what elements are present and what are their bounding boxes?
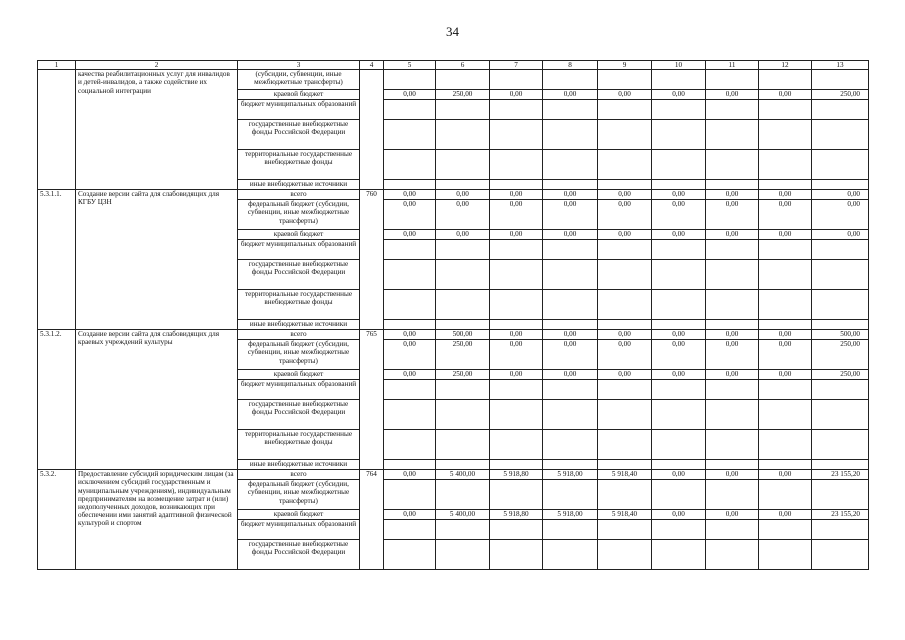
value-cell (384, 260, 436, 290)
column-number-11: 11 (706, 61, 759, 70)
item-name: Создание версии сайта для слабовидящих для краевых учреждений культуры (76, 330, 238, 470)
value-cell (436, 180, 490, 190)
item-name: Предоставление субсидий юридическим лицам (за исключением субсидий государственным и муниципальным учреждениям), индивидуальным предпринимателям на возмещение затрат и (или) недополученных доходов, возникающих при обеспечении ими занятий адаптивной физической культурой и спортом (76, 470, 238, 570)
column-number-row (38, 61, 869, 70)
value-cell (436, 520, 490, 540)
value-cell (598, 320, 652, 330)
column-number-1: 1 (38, 61, 76, 70)
funding-source: территориальные государственные внебюджетные фонды (238, 150, 360, 180)
value-cell (706, 100, 759, 120)
column-number-2: 2 (76, 61, 238, 70)
value-cell (812, 260, 869, 290)
value-cell (759, 180, 812, 190)
value-cell: 0,00 (652, 200, 706, 230)
funding-source: территориальные государственные внебюджетные фонды (238, 430, 360, 460)
value-cell (598, 430, 652, 460)
value-cell: 0,00 (706, 90, 759, 100)
value-cell: 5 400,00 (436, 510, 490, 520)
value-cell (652, 70, 706, 90)
value-cell: 0,00 (652, 510, 706, 520)
value-cell (436, 480, 490, 510)
value-cell (706, 240, 759, 260)
funding-source: государственные внебюджетные фонды Российской Федерации (238, 540, 360, 570)
funding-source: федеральный бюджет (субсидии, субвенции, иные межбюджетные трансферты) (238, 340, 360, 370)
value-cell (812, 120, 869, 150)
value-cell (706, 320, 759, 330)
value-cell (706, 150, 759, 180)
value-cell (652, 120, 706, 150)
value-cell (436, 150, 490, 180)
value-cell: 0,00 (706, 330, 759, 340)
value-cell (490, 520, 543, 540)
value-cell (598, 480, 652, 510)
value-cell (759, 380, 812, 400)
value-cell (384, 430, 436, 460)
value-cell: 0,00 (384, 90, 436, 100)
funding-source: бюджет муниципальных образований (238, 520, 360, 540)
value-cell (706, 460, 759, 470)
funding-source: территориальные государственные внебюджетные фонды (238, 290, 360, 320)
value-cell (759, 540, 812, 570)
value-cell (490, 150, 543, 180)
value-cell: 0,00 (706, 200, 759, 230)
value-cell: 0,00 (652, 190, 706, 200)
value-cell (543, 540, 598, 570)
value-cell (543, 240, 598, 260)
value-cell (812, 520, 869, 540)
value-cell (706, 180, 759, 190)
value-cell: 250,00 (436, 340, 490, 370)
value-cell (598, 180, 652, 190)
value-cell (384, 460, 436, 470)
column-number-13: 13 (812, 61, 869, 70)
value-cell: 0,00 (490, 340, 543, 370)
value-cell (652, 460, 706, 470)
value-cell: 0,00 (490, 90, 543, 100)
value-cell: 0,00 (812, 230, 869, 240)
item-name: качества реабилитационных услуг для инвалидов и детей-инвалидов, а также содействие их социальной интеграции (76, 70, 238, 190)
funding-source: государственные внебюджетные фонды Российской Федерации (238, 260, 360, 290)
value-cell (759, 320, 812, 330)
value-cell (812, 70, 869, 90)
value-cell: 0,00 (598, 330, 652, 340)
value-cell: 0,00 (652, 330, 706, 340)
value-cell (759, 480, 812, 510)
value-cell (759, 400, 812, 430)
value-cell: 0,00 (759, 510, 812, 520)
column-number-4: 4 (360, 61, 384, 70)
funding-source: краевой бюджет (238, 230, 360, 240)
column-number-6: 6 (436, 61, 490, 70)
value-cell (812, 400, 869, 430)
value-cell (759, 150, 812, 180)
value-cell (706, 260, 759, 290)
table-row (38, 330, 869, 340)
value-cell (436, 430, 490, 460)
column-number-5: 5 (384, 61, 436, 70)
value-cell: 23 155,20 (812, 510, 869, 520)
value-cell (490, 100, 543, 120)
value-cell: 5 918,40 (598, 470, 652, 480)
value-cell: 0,00 (436, 190, 490, 200)
value-cell (598, 100, 652, 120)
funding-source: всего (238, 330, 360, 340)
value-cell: 0,00 (543, 190, 598, 200)
value-cell (759, 120, 812, 150)
value-cell: 0,00 (706, 370, 759, 380)
value-cell: 0,00 (490, 200, 543, 230)
page-number: 34 (446, 24, 459, 39)
value-cell (384, 100, 436, 120)
value-cell (436, 100, 490, 120)
value-cell: 250,00 (812, 90, 869, 100)
value-cell (384, 540, 436, 570)
value-cell: 250,00 (812, 340, 869, 370)
value-cell: 0,00 (543, 200, 598, 230)
budget-code (360, 70, 384, 190)
value-cell (490, 70, 543, 90)
value-cell (759, 460, 812, 470)
value-cell (759, 520, 812, 540)
funding-source: бюджет муниципальных образований (238, 100, 360, 120)
value-cell (759, 260, 812, 290)
value-cell (543, 430, 598, 460)
value-cell (812, 290, 869, 320)
value-cell: 0,00 (598, 230, 652, 240)
value-cell (812, 320, 869, 330)
funding-source: краевой бюджет (238, 510, 360, 520)
value-cell: 0,00 (706, 340, 759, 370)
value-cell: 0,00 (598, 340, 652, 370)
value-cell (490, 290, 543, 320)
value-cell: 0,00 (598, 370, 652, 380)
value-cell (543, 100, 598, 120)
value-cell (812, 240, 869, 260)
value-cell (652, 480, 706, 510)
value-cell (652, 320, 706, 330)
value-cell (543, 480, 598, 510)
value-cell: 5 918,40 (598, 510, 652, 520)
value-cell: 0,00 (759, 340, 812, 370)
budget-code: 765 (360, 330, 384, 470)
value-cell (384, 180, 436, 190)
value-cell: 0,00 (598, 200, 652, 230)
value-cell (384, 320, 436, 330)
value-cell (598, 520, 652, 540)
funding-source: федеральный бюджет (субсидии, субвенции, иные межбюджетные трансферты) (238, 200, 360, 230)
value-cell: 0,00 (759, 330, 812, 340)
funding-source: краевой бюджет (238, 90, 360, 100)
value-cell (706, 70, 759, 90)
value-cell (436, 320, 490, 330)
column-number-7: 7 (490, 61, 543, 70)
value-cell (759, 240, 812, 260)
value-cell: 250,00 (812, 370, 869, 380)
item-code: 5.3.1.1. (38, 190, 76, 330)
value-cell: 0,00 (812, 190, 869, 200)
value-cell: 0,00 (384, 510, 436, 520)
value-cell: 0,00 (384, 470, 436, 480)
value-cell (598, 290, 652, 320)
value-cell (490, 430, 543, 460)
value-cell (598, 120, 652, 150)
value-cell: 0,00 (384, 370, 436, 380)
column-number-12: 12 (759, 61, 812, 70)
value-cell (598, 240, 652, 260)
funding-source: государственные внебюджетные фонды Российской Федерации (238, 120, 360, 150)
value-cell (652, 100, 706, 120)
value-cell (759, 430, 812, 460)
value-cell (543, 180, 598, 190)
value-cell (598, 540, 652, 570)
value-cell (652, 260, 706, 290)
value-cell (543, 290, 598, 320)
value-cell: 5 918,00 (543, 470, 598, 480)
value-cell (384, 70, 436, 90)
value-cell: 0,00 (759, 90, 812, 100)
value-cell (706, 290, 759, 320)
column-number-8: 8 (543, 61, 598, 70)
value-cell (598, 260, 652, 290)
value-cell: 0,00 (706, 190, 759, 200)
budget-code: 760 (360, 190, 384, 330)
value-cell: 250,00 (436, 370, 490, 380)
value-cell: 23 155,20 (812, 470, 869, 480)
value-cell (436, 380, 490, 400)
value-cell (706, 120, 759, 150)
column-number-3: 3 (238, 61, 360, 70)
value-cell (543, 460, 598, 470)
value-cell (490, 120, 543, 150)
value-cell (652, 380, 706, 400)
value-cell (598, 70, 652, 90)
value-cell (652, 240, 706, 260)
value-cell: 5 918,00 (543, 510, 598, 520)
value-cell: 0,00 (812, 200, 869, 230)
value-cell (384, 480, 436, 510)
value-cell (543, 150, 598, 180)
value-cell: 0,00 (543, 340, 598, 370)
value-cell (490, 240, 543, 260)
budget-table (37, 60, 869, 570)
funding-source: бюджет муниципальных образований (238, 240, 360, 260)
value-cell (812, 480, 869, 510)
value-cell: 0,00 (543, 90, 598, 100)
column-number-9: 9 (598, 61, 652, 70)
value-cell (490, 260, 543, 290)
value-cell: 0,00 (384, 330, 436, 340)
value-cell (652, 540, 706, 570)
value-cell (543, 400, 598, 430)
value-cell: 500,00 (436, 330, 490, 340)
value-cell (384, 290, 436, 320)
value-cell: 0,00 (490, 230, 543, 240)
value-cell (759, 70, 812, 90)
value-cell (598, 150, 652, 180)
value-cell (812, 540, 869, 570)
value-cell (384, 120, 436, 150)
value-cell (812, 430, 869, 460)
funding-source: иные внебюджетные источники (238, 460, 360, 470)
table-row (38, 470, 869, 480)
value-cell: 0,00 (490, 330, 543, 340)
value-cell (759, 100, 812, 120)
value-cell (598, 460, 652, 470)
value-cell: 0,00 (652, 470, 706, 480)
value-cell (436, 70, 490, 90)
value-cell (384, 400, 436, 430)
value-cell: 0,00 (652, 230, 706, 240)
funding-source: (субсидии, субвенции, иные межбюджетные трансферты) (238, 70, 360, 90)
value-cell (706, 480, 759, 510)
item-code (38, 70, 76, 190)
value-cell (652, 430, 706, 460)
value-cell: 0,00 (543, 370, 598, 380)
funding-source: всего (238, 470, 360, 480)
value-cell (812, 100, 869, 120)
value-cell (384, 150, 436, 180)
value-cell: 0,00 (759, 190, 812, 200)
value-cell (652, 400, 706, 430)
value-cell: 5 918,80 (490, 510, 543, 520)
budget-code: 764 (360, 470, 384, 570)
value-cell (490, 380, 543, 400)
value-cell (812, 460, 869, 470)
value-cell: 0,00 (706, 470, 759, 480)
value-cell: 0,00 (490, 370, 543, 380)
value-cell: 0,00 (384, 200, 436, 230)
funding-source: бюджет муниципальных образований (238, 380, 360, 400)
value-cell: 0,00 (759, 470, 812, 480)
value-cell (490, 540, 543, 570)
value-cell: 5 918,80 (490, 470, 543, 480)
value-cell (706, 540, 759, 570)
column-number-10: 10 (652, 61, 706, 70)
value-cell (812, 380, 869, 400)
value-cell: 0,00 (759, 370, 812, 380)
value-cell (652, 150, 706, 180)
table-row (38, 190, 869, 200)
value-cell (543, 520, 598, 540)
funding-source: краевой бюджет (238, 370, 360, 380)
value-cell (543, 320, 598, 330)
value-cell (436, 460, 490, 470)
value-cell: 0,00 (490, 190, 543, 200)
value-cell (436, 240, 490, 260)
value-cell (490, 480, 543, 510)
funding-source: федеральный бюджет (субсидии, субвенции, иные межбюджетные трансферты) (238, 480, 360, 510)
value-cell (384, 520, 436, 540)
value-cell: 0,00 (384, 190, 436, 200)
value-cell (652, 180, 706, 190)
value-cell (706, 380, 759, 400)
value-cell (490, 320, 543, 330)
value-cell: 0,00 (652, 90, 706, 100)
value-cell (543, 260, 598, 290)
value-cell (436, 260, 490, 290)
value-cell (598, 380, 652, 400)
value-cell: 250,00 (436, 90, 490, 100)
value-cell (706, 430, 759, 460)
item-code: 5.3.1.2. (38, 330, 76, 470)
funding-source: иные внебюджетные источники (238, 180, 360, 190)
value-cell: 0,00 (598, 190, 652, 200)
value-cell (812, 180, 869, 190)
value-cell (436, 540, 490, 570)
value-cell: 0,00 (436, 200, 490, 230)
value-cell: 0,00 (706, 510, 759, 520)
value-cell (706, 520, 759, 540)
value-cell: 500,00 (812, 330, 869, 340)
value-cell (759, 290, 812, 320)
value-cell: 5 400,00 (436, 470, 490, 480)
funding-source: всего (238, 190, 360, 200)
value-cell (436, 290, 490, 320)
value-cell (436, 120, 490, 150)
value-cell (598, 400, 652, 430)
value-cell: 0,00 (598, 90, 652, 100)
value-cell: 0,00 (436, 230, 490, 240)
value-cell (384, 240, 436, 260)
value-cell: 0,00 (759, 200, 812, 230)
funding-source: государственные внебюджетные фонды Российской Федерации (238, 400, 360, 430)
value-cell: 0,00 (543, 230, 598, 240)
value-cell (543, 380, 598, 400)
value-cell (706, 400, 759, 430)
table-row (38, 70, 869, 90)
item-name: Создание версии сайта для слабовидящих для КГБУ ЦЗН (76, 190, 238, 330)
value-cell (490, 180, 543, 190)
value-cell: 0,00 (384, 340, 436, 370)
value-cell (490, 400, 543, 430)
value-cell: 0,00 (652, 340, 706, 370)
value-cell (812, 150, 869, 180)
value-cell: 0,00 (543, 330, 598, 340)
budget-table-body (38, 61, 869, 570)
value-cell (436, 400, 490, 430)
value-cell (490, 460, 543, 470)
value-cell: 0,00 (384, 230, 436, 240)
value-cell (652, 520, 706, 540)
value-cell (543, 70, 598, 90)
item-code: 5.3.2. (38, 470, 76, 570)
value-cell: 0,00 (706, 230, 759, 240)
value-cell (384, 380, 436, 400)
value-cell: 0,00 (652, 370, 706, 380)
value-cell: 0,00 (759, 230, 812, 240)
value-cell (543, 120, 598, 150)
value-cell (652, 290, 706, 320)
funding-source: иные внебюджетные источники (238, 320, 360, 330)
